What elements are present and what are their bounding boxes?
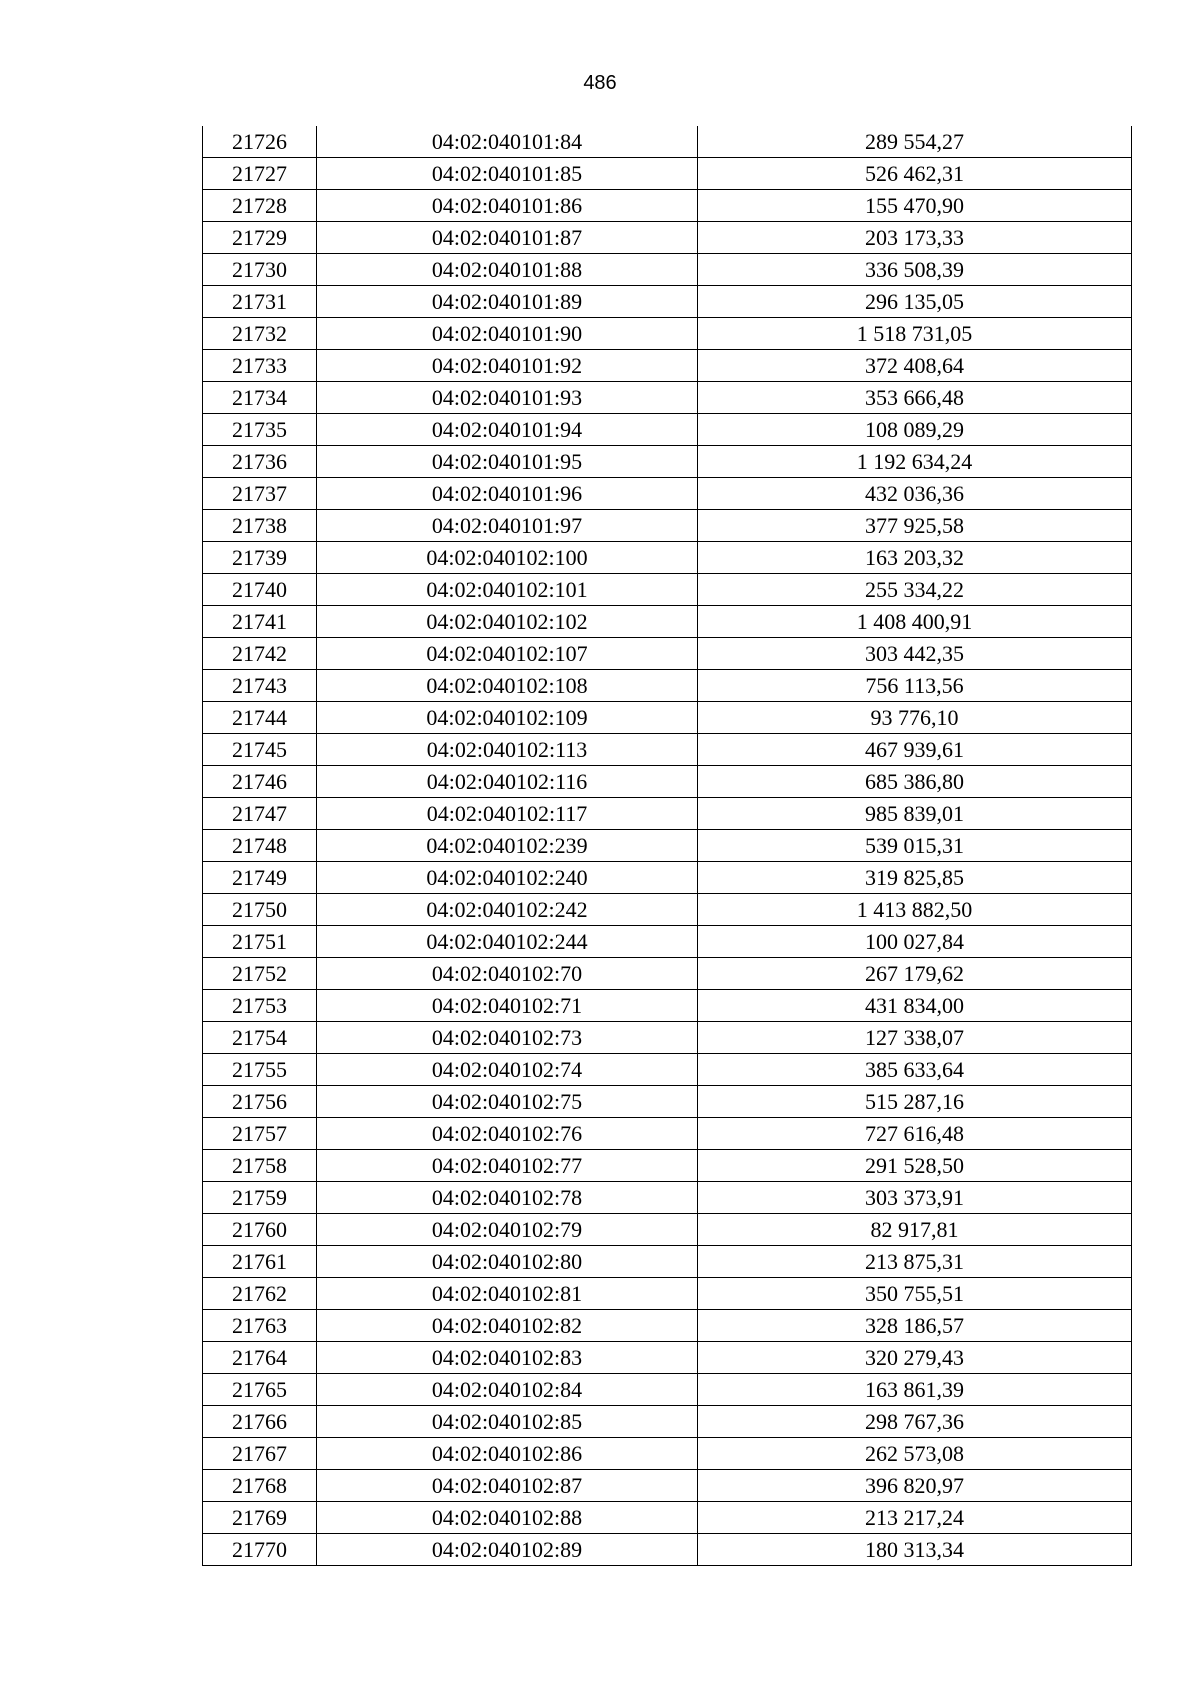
cadastral-number-cell: 04:02:040102:239 [317, 830, 698, 862]
cadastral-value-cell: 336 508,39 [698, 254, 1132, 286]
cadastral-number-cell: 04:02:040102:74 [317, 1054, 698, 1086]
row-number-cell: 21770 [203, 1534, 317, 1566]
row-number-cell: 21746 [203, 766, 317, 798]
cadastral-value-cell: 526 462,31 [698, 158, 1132, 190]
table-row [203, 510, 1132, 542]
cadastral-number-cell: 04:02:040102:116 [317, 766, 698, 798]
cadastral-number-cell: 04:02:040102:88 [317, 1502, 698, 1534]
cadastral-number-cell: 04:02:040101:90 [317, 318, 698, 350]
cadastral-value-cell: 467 939,61 [698, 734, 1132, 766]
cadastral-number-cell: 04:02:040101:85 [317, 158, 698, 190]
cadastral-value-cell: 319 825,85 [698, 862, 1132, 894]
cadastral-value-cell: 303 373,91 [698, 1182, 1132, 1214]
cadastral-value-cell: 1 518 731,05 [698, 318, 1132, 350]
cadastral-value-cell: 255 334,22 [698, 574, 1132, 606]
cadastral-value-cell: 127 338,07 [698, 1022, 1132, 1054]
cadastral-number-cell: 04:02:040102:240 [317, 862, 698, 894]
cadastral-value-cell: 985 839,01 [698, 798, 1132, 830]
row-number-cell: 21743 [203, 670, 317, 702]
cadastral-value-cell: 262 573,08 [698, 1438, 1132, 1470]
row-number-cell: 21769 [203, 1502, 317, 1534]
row-number-cell: 21747 [203, 798, 317, 830]
cadastral-number-cell: 04:02:040102:78 [317, 1182, 698, 1214]
table-row [203, 1438, 1132, 1470]
row-number-cell: 21726 [203, 126, 317, 158]
table-row [203, 606, 1132, 638]
cadastral-value-cell: 155 470,90 [698, 190, 1132, 222]
cadastral-number-cell: 04:02:040102:107 [317, 638, 698, 670]
cadastral-number-cell: 04:02:040102:80 [317, 1246, 698, 1278]
cadastral-number-cell: 04:02:040102:101 [317, 574, 698, 606]
table-row [203, 862, 1132, 894]
cadastral-value-cell: 1 413 882,50 [698, 894, 1132, 926]
cadastral-number-cell: 04:02:040102:108 [317, 670, 698, 702]
table-row [203, 766, 1132, 798]
cadastral-number-cell: 04:02:040102:113 [317, 734, 698, 766]
row-number-cell: 21734 [203, 382, 317, 414]
cadastral-number-cell: 04:02:040102:244 [317, 926, 698, 958]
cadastral-number-cell: 04:02:040101:95 [317, 446, 698, 478]
row-number-cell: 21755 [203, 1054, 317, 1086]
cadastral-value-cell: 685 386,80 [698, 766, 1132, 798]
row-number-cell: 21767 [203, 1438, 317, 1470]
cadastral-number-cell: 04:02:040101:96 [317, 478, 698, 510]
row-number-cell: 21753 [203, 990, 317, 1022]
cadastral-number-cell: 04:02:040101:84 [317, 126, 698, 158]
table-row [203, 1214, 1132, 1246]
cadastral-number-cell: 04:02:040101:86 [317, 190, 698, 222]
cadastral-number-cell: 04:02:040101:87 [317, 222, 698, 254]
table-row [203, 702, 1132, 734]
cadastral-number-cell: 04:02:040101:93 [317, 382, 698, 414]
table-row [203, 1406, 1132, 1438]
cadastral-number-cell: 04:02:040102:73 [317, 1022, 698, 1054]
cadastral-value-cell: 93 776,10 [698, 702, 1132, 734]
cadastral-number-cell: 04:02:040102:82 [317, 1310, 698, 1342]
cadastral-number-cell: 04:02:040102:79 [317, 1214, 698, 1246]
table-row [203, 1374, 1132, 1406]
cadastral-number-cell: 04:02:040102:77 [317, 1150, 698, 1182]
cadastral-number-cell: 04:02:040102:81 [317, 1278, 698, 1310]
table-row [203, 222, 1132, 254]
cadastral-value-cell: 163 203,32 [698, 542, 1132, 574]
row-number-cell: 21762 [203, 1278, 317, 1310]
cadastral-value-cell: 267 179,62 [698, 958, 1132, 990]
table-row [203, 190, 1132, 222]
row-number-cell: 21731 [203, 286, 317, 318]
row-number-cell: 21736 [203, 446, 317, 478]
row-number-cell: 21768 [203, 1470, 317, 1502]
row-number-cell: 21738 [203, 510, 317, 542]
cadastral-value-cell: 82 917,81 [698, 1214, 1132, 1246]
cadastral-value-cell: 213 217,24 [698, 1502, 1132, 1534]
row-number-cell: 21750 [203, 894, 317, 926]
cadastral-number-cell: 04:02:040101:97 [317, 510, 698, 542]
cadastral-number-cell: 04:02:040102:83 [317, 1342, 698, 1374]
table-row [203, 990, 1132, 1022]
table-row [203, 254, 1132, 286]
row-number-cell: 21749 [203, 862, 317, 894]
row-number-cell: 21732 [203, 318, 317, 350]
table-row [203, 1150, 1132, 1182]
cadastral-value-cell: 108 089,29 [698, 414, 1132, 446]
cadastral-value-cell: 539 015,31 [698, 830, 1132, 862]
table-row [203, 1118, 1132, 1150]
cadastral-value-cell: 727 616,48 [698, 1118, 1132, 1150]
row-number-cell: 21727 [203, 158, 317, 190]
table-row [203, 1534, 1132, 1566]
cadastral-number-cell: 04:02:040102:117 [317, 798, 698, 830]
table-row [203, 670, 1132, 702]
row-number-cell: 21744 [203, 702, 317, 734]
table-row [203, 286, 1132, 318]
cadastral-value-cell: 100 027,84 [698, 926, 1132, 958]
cadastral-value-cell: 291 528,50 [698, 1150, 1132, 1182]
cadastral-value-cell: 163 861,39 [698, 1374, 1132, 1406]
table-row [203, 1278, 1132, 1310]
cadastral-value-cell: 203 173,33 [698, 222, 1132, 254]
row-number-cell: 21765 [203, 1374, 317, 1406]
cadastral-number-cell: 04:02:040102:85 [317, 1406, 698, 1438]
cadastral-value-cell: 372 408,64 [698, 350, 1132, 382]
cadastral-value-cell: 432 036,36 [698, 478, 1132, 510]
cadastral-value-cell: 180 313,34 [698, 1534, 1132, 1566]
table-row [203, 1022, 1132, 1054]
cadastral-value-cell: 350 755,51 [698, 1278, 1132, 1310]
cadastral-value-cell: 328 186,57 [698, 1310, 1132, 1342]
table-row [203, 1310, 1132, 1342]
row-number-cell: 21761 [203, 1246, 317, 1278]
table-row [203, 1086, 1132, 1118]
cadastral-number-cell: 04:02:040101:92 [317, 350, 698, 382]
table-row [203, 1054, 1132, 1086]
table-row [203, 958, 1132, 990]
cadastre-value-table [202, 126, 1132, 1566]
table-row [203, 926, 1132, 958]
row-number-cell: 21754 [203, 1022, 317, 1054]
table-row [203, 1246, 1132, 1278]
cadastral-number-cell: 04:02:040102:87 [317, 1470, 698, 1502]
row-number-cell: 21730 [203, 254, 317, 286]
cadastral-value-cell: 515 287,16 [698, 1086, 1132, 1118]
table-row [203, 350, 1132, 382]
table-row [203, 1342, 1132, 1374]
row-number-cell: 21739 [203, 542, 317, 574]
cadastral-value-cell: 289 554,27 [698, 126, 1132, 158]
cadastral-value-cell: 756 113,56 [698, 670, 1132, 702]
table-row [203, 734, 1132, 766]
cadastral-number-cell: 04:02:040102:84 [317, 1374, 698, 1406]
row-number-cell: 21740 [203, 574, 317, 606]
cadastral-number-cell: 04:02:040101:88 [317, 254, 698, 286]
row-number-cell: 21752 [203, 958, 317, 990]
row-number-cell: 21735 [203, 414, 317, 446]
cadastral-value-cell: 213 875,31 [698, 1246, 1132, 1278]
row-number-cell: 21766 [203, 1406, 317, 1438]
row-number-cell: 21733 [203, 350, 317, 382]
row-number-cell: 21759 [203, 1182, 317, 1214]
row-number-cell: 21764 [203, 1342, 317, 1374]
table-row [203, 638, 1132, 670]
table-row [203, 382, 1132, 414]
row-number-cell: 21745 [203, 734, 317, 766]
cadastral-value-cell: 431 834,00 [698, 990, 1132, 1022]
cadastral-number-cell: 04:02:040102:102 [317, 606, 698, 638]
cadastral-number-cell: 04:02:040101:94 [317, 414, 698, 446]
table-row [203, 1470, 1132, 1502]
table-row [203, 126, 1132, 158]
cadastral-value-cell: 377 925,58 [698, 510, 1132, 542]
row-number-cell: 21748 [203, 830, 317, 862]
table-row [203, 318, 1132, 350]
table-row [203, 446, 1132, 478]
cadastral-value-cell: 320 279,43 [698, 1342, 1132, 1374]
row-number-cell: 21729 [203, 222, 317, 254]
table-row [203, 158, 1132, 190]
cadastral-value-cell: 303 442,35 [698, 638, 1132, 670]
cadastral-value-cell: 396 820,97 [698, 1470, 1132, 1502]
row-number-cell: 21741 [203, 606, 317, 638]
cadastral-number-cell: 04:02:040102:76 [317, 1118, 698, 1150]
table-row [203, 830, 1132, 862]
row-number-cell: 21751 [203, 926, 317, 958]
table-row [203, 574, 1132, 606]
cadastral-number-cell: 04:02:040102:89 [317, 1534, 698, 1566]
table-body [203, 126, 1132, 1566]
row-number-cell: 21757 [203, 1118, 317, 1150]
row-number-cell: 21758 [203, 1150, 317, 1182]
table-row [203, 798, 1132, 830]
cadastral-value-cell: 298 767,36 [698, 1406, 1132, 1438]
table-row [203, 414, 1132, 446]
table-row [203, 894, 1132, 926]
table-row [203, 1182, 1132, 1214]
cadastral-number-cell: 04:02:040102:71 [317, 990, 698, 1022]
row-number-cell: 21763 [203, 1310, 317, 1342]
row-number-cell: 21737 [203, 478, 317, 510]
cadastral-value-cell: 1 408 400,91 [698, 606, 1132, 638]
cadastral-number-cell: 04:02:040102:109 [317, 702, 698, 734]
row-number-cell: 21742 [203, 638, 317, 670]
cadastral-value-cell: 296 135,05 [698, 286, 1132, 318]
table-row [203, 1502, 1132, 1534]
table-row [203, 542, 1132, 574]
cadastral-number-cell: 04:02:040101:89 [317, 286, 698, 318]
row-number-cell: 21756 [203, 1086, 317, 1118]
cadastral-number-cell: 04:02:040102:86 [317, 1438, 698, 1470]
cadastral-number-cell: 04:02:040102:75 [317, 1086, 698, 1118]
cadastral-number-cell: 04:02:040102:100 [317, 542, 698, 574]
row-number-cell: 21728 [203, 190, 317, 222]
cadastral-number-cell: 04:02:040102:70 [317, 958, 698, 990]
cadastral-value-cell: 385 633,64 [698, 1054, 1132, 1086]
page-number: 486 [583, 72, 617, 94]
row-number-cell: 21760 [203, 1214, 317, 1246]
cadastral-value-cell: 1 192 634,24 [698, 446, 1132, 478]
cadastral-value-cell: 353 666,48 [698, 382, 1132, 414]
cadastral-number-cell: 04:02:040102:242 [317, 894, 698, 926]
table-row [203, 478, 1132, 510]
